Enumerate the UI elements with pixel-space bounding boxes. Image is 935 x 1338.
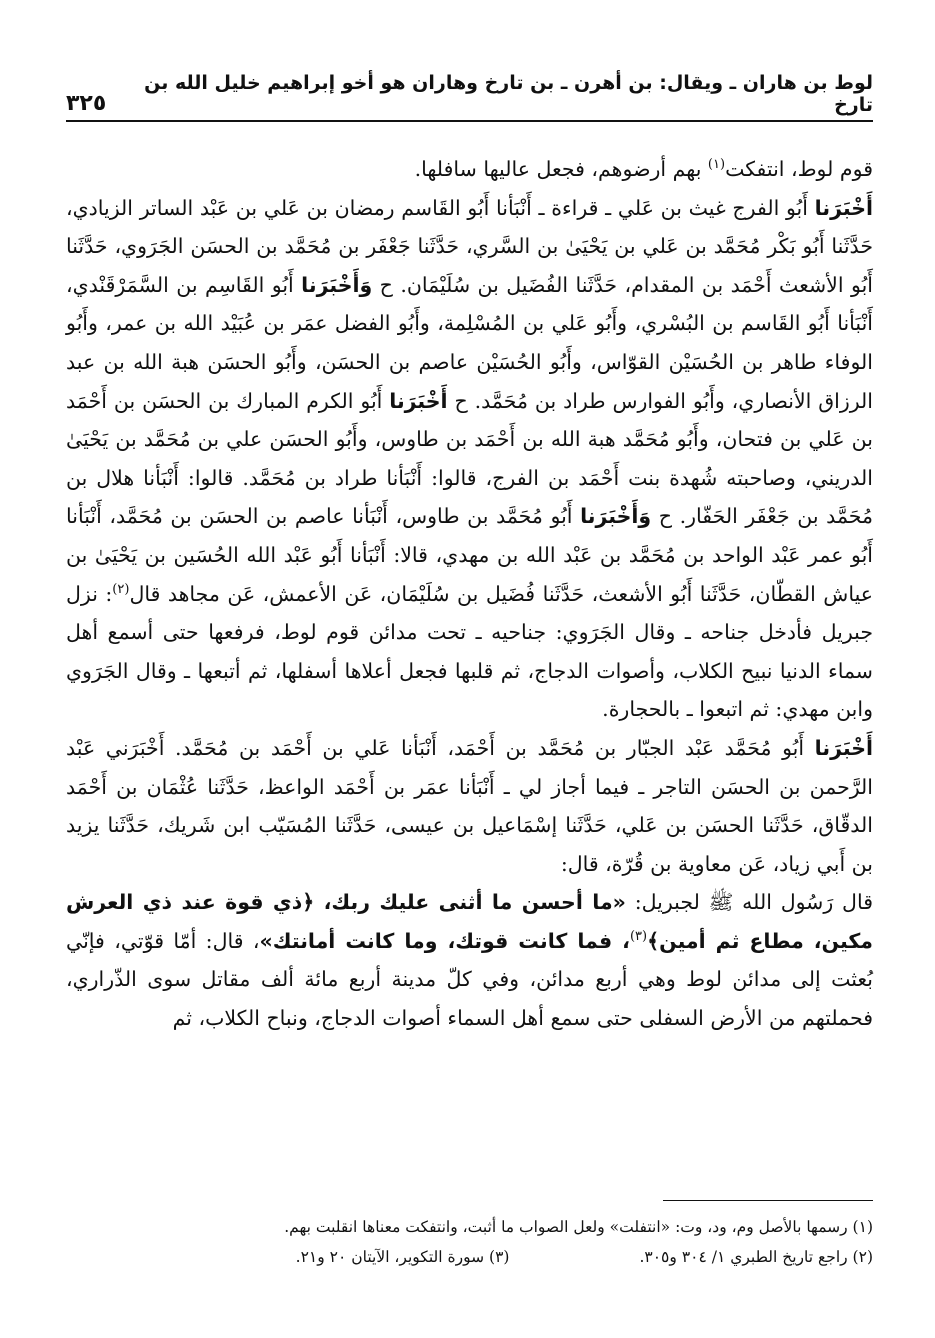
paragraph-2-text: أَبُو الفرج غيث بن عَلي ـ قراءة ـ أَنْبَأنا أَبُو القَاسم رمضان بن عَلي بن عَبْد الساتر الزيادي، حَدَّثَنا أَبُو بَكْر مُحَمَّد بن عَلي بن يَحْيَىٰ بن السَّري، حَدَّثَنا جَعْفَر بن مُحَمَّد بن الحسَن الجَرَوي، حَدَّثَنا أَبُو الأشعث أَحْمَد بن المقدام، حَدَّثَنا الفُضَيل بن سُلَيْمَان. ح bbox=[66, 195, 873, 297]
footnote-3: (٣) سورة التكوير، الآيتان ٢٠ و٢١. bbox=[295, 1248, 510, 1266]
paragraph-2-text-b: أَبُو القَاسِم بن السَّمَرْقَنْدي، أَنْبَأنا أَبُو القَاسم بن البُسْري، وأَبُو عَلي بن المُسْلِمة، وأَبُو الفضل عمَر بن عُبَيْد الله بن عمر، وأَبُو الوفاء طاهر بن الحُسَيْن القوّاس، وأَبُو الحُسَيْن عاصم بن الحسَن، وأَبُو الحسَن هبة الله بن عبد الرزاق الأنصاري، وأَبُو الفوارس طراد بن مُحَمَّد. ح bbox=[66, 272, 873, 413]
footnote-1: (١) رسمها بالأصل وم، ود، وت: «انتفلت» ولعل الصواب ما أثبت، وانتفكت معناها انقلبت بهم. bbox=[284, 1218, 873, 1236]
paragraph-3-text: أَبُو مُحَمَّد عَبْد الجبّار بن مُحَمَّد بن أَحْمَد، أَنْبَأنا عَلي بن أَحْمَد بن مُحَمَّد. أَخْبَرَني عَبْد الرَّحمن بن الحسَن التاجر ـ فيما أجاز لي ـ أَنْبَأنا عمَر بن أَحْمَد الواعظ، حَدَّثَنا عُثْمَان بن أَحْمَد الدقّاق، حَدَّثَنا الحسَن بن عَلي، حَدَّثَنا إسْمَاعيل بن عيسى، حَدَّثَنا المُسَيّب ابن شَريك، حَدَّثَنا يزيد بن أَبي زياد، عَن معاوية بن قُرّة، قال: bbox=[66, 735, 873, 876]
paragraph-4-text-b: ، قال: أمّا قوّتي، فإنّي بُعثت إلى مدائن لوط وهي أربع مدائن، وفي كلّ مدينة أربع مائة ألف مقاتل سوى الذّراري، فحملتهم من الأرض السفلى حتى سمع أهل السماء أصوات الدجاج، ونباح الكلاب، ثم bbox=[66, 928, 873, 1031]
header-title: لوط بن هاران ـ ويقال: بن أهرن ـ بن تارخ وهاران هو أخو إبراهيم خليل الله بن تارخ bbox=[144, 72, 873, 116]
paragraph-3 bbox=[66, 729, 873, 883]
hadith-quote-1: «ما أحسن ما أثنى عليك ربك، ﴿ذي قوة عند ذي العرش مكين، مطاع ثم أمين﴾ bbox=[66, 890, 873, 953]
footnote-row bbox=[66, 1242, 873, 1272]
footnote-ref-1: (١) bbox=[707, 157, 726, 173]
akhbarana-lead: أَخْبَرَنا bbox=[814, 195, 873, 220]
paragraph-1 bbox=[66, 150, 873, 189]
footnote-divider bbox=[663, 1200, 873, 1201]
hadith-quote-2: ، فما كانت قوتك، وما كانت أمانتك» bbox=[259, 928, 630, 953]
running-header bbox=[66, 72, 873, 122]
footnote-gap bbox=[509, 1242, 639, 1272]
footnote-ref-3: (٣) bbox=[629, 929, 648, 945]
footnote-2: (٢) راجع تاريخ الطبري ١/ ٣٠٤ و٣٠٥. bbox=[639, 1248, 873, 1266]
paragraph-4-text-a: قال رَسُول الله ﷺ لجبريل: bbox=[625, 890, 873, 915]
footnotes bbox=[66, 1212, 873, 1272]
paragraph-1-text-b: بهم أرضوهم، فجعل عاليها سافلها. bbox=[414, 157, 708, 181]
main-text bbox=[66, 150, 873, 1038]
akhbarana-lead-4: وَأَخْبَرَنا bbox=[580, 504, 652, 529]
paragraph-2-text-d: أَبُو مُحَمَّد بن طاوس، أَنْبَأنا عاصم بن الحسَن بن مُحَمَّد، أَنْبَأنا أَبُو عمر عَبْد الواحد بن مُحَمَّد بن عَبْد الله بن مهدي، قالا: أَنْبَأنا أَبُو عَبْد الله الحُسَين بن يَحْيَىٰ بن عياش القطّان، حَدَّثَنا أَبُو الأشعث، حَدَّثَنا فُضَيل بن سُلَيْمَان، عَن الأعمش، عَن مجاهد قال bbox=[66, 504, 873, 606]
paragraph-4 bbox=[66, 883, 873, 1037]
akhbarana-lead-5: أَخْبَرَنا bbox=[814, 735, 873, 760]
paragraph-2-text-c: أَبُو الكرم المبارك بن الحسَن بن أَحْمَد بن عَلي بن فتحان، وأَبُو مُحَمَّد هبة الله بن أَحْمَد بن طاوس، وأَبُو الحسَن علي بن مُحَمَّد بن يَحْيَىٰ الدريني، وصاحبته شُهدة بنت أَحْمَد بن الفرج، قالوا: أَنْبَأنا طراد بن مُحَمَّد. قالوا: أَنْبَأنا هلال بن مُحَمَّد بن جَعْفَر الحَفّار. ح bbox=[66, 388, 874, 529]
akhbarana-lead-3: أَخْبَرَنا bbox=[389, 388, 448, 413]
footnote-ref-2: (٢) bbox=[112, 581, 130, 597]
akhbarana-lead-2: وَأَخْبَرَنا bbox=[301, 272, 373, 297]
page-number: ٣٢٥ bbox=[66, 91, 107, 116]
paragraph-2 bbox=[66, 189, 873, 729]
paragraph-1-text-a: قوم لوط، انتفكت bbox=[725, 157, 873, 181]
paragraph-2-text-e: : نزل جبريل فأدخل جناحه ـ وقال الجَرَوي: جناحيه ـ تحت مدائن قوم لوط، فرفعها حتى أسمع أهل سماء الدنيا نبيح الكلاب، وأصوات الدجاج، ثم قلبها فجعل أعلاها أسفلها، ثم أتبعها ـ وقال الجَرَوي وابن مهدي: ثم اتبعوا ـ بالحجارة. bbox=[66, 581, 873, 722]
